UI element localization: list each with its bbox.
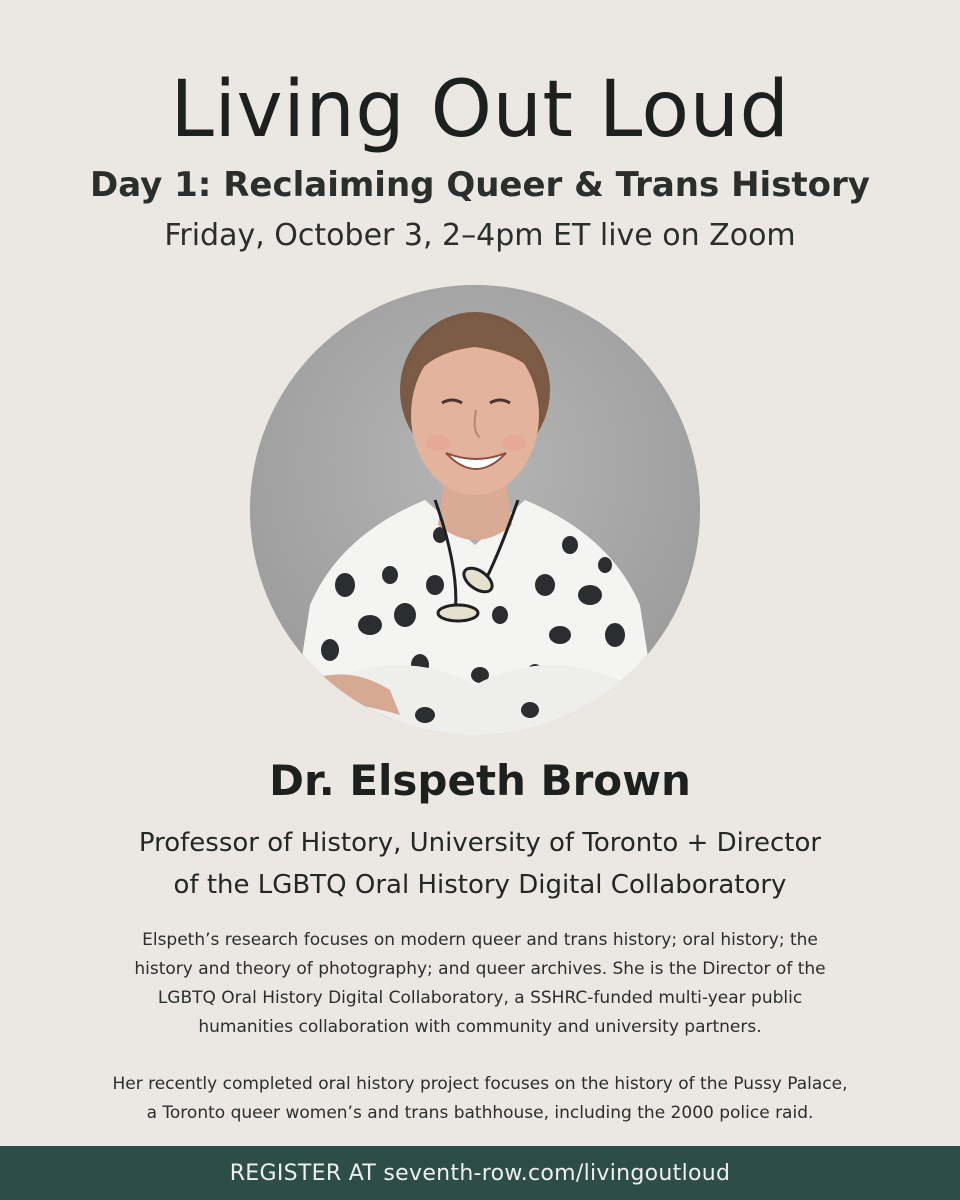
project-line: a Toronto queer women’s and trans bathhouse, including the 2000 police raid. — [146, 1103, 814, 1123]
speaker-portrait — [250, 285, 700, 735]
speaker-bio — [0, 926, 960, 1042]
speaker-role — [0, 822, 960, 906]
event-title: Living Out Loud — [170, 65, 790, 155]
speaker-role-line: of the LGBTQ Oral History Digital Collaboratory — [173, 870, 787, 900]
speaker-name: Dr. Elspeth Brown — [269, 756, 691, 805]
event-subtitle: Day 1: Reclaiming Queer & Trans History — [90, 165, 870, 205]
bio-line: humanities collaboration with community and university partners. — [198, 1017, 762, 1037]
register-link[interactable] — [0, 1146, 960, 1200]
project-line: Her recently completed oral history project focuses on the history of the Pussy Palace, — [112, 1074, 848, 1094]
bio-line: Elspeth’s research focuses on modern queer and trans history; oral history; the — [142, 930, 818, 950]
speaker-photo-illustration — [250, 285, 700, 735]
event-date-line: Friday, October 3, 2–4pm ET live on Zoom — [164, 218, 796, 253]
register-label: REGISTER AT seventh-row.com/livingoutloud — [229, 1160, 731, 1186]
speaker-role-line: Professor of History, University of Toronto + Director — [138, 828, 822, 858]
bio-line: LGBTQ Oral History Digital Collaboratory, a SSHRC-funded multi-year public — [157, 988, 803, 1008]
bio-line: history and theory of photography; and queer archives. She is the Director of the — [134, 959, 826, 979]
speaker-project — [0, 1070, 960, 1128]
